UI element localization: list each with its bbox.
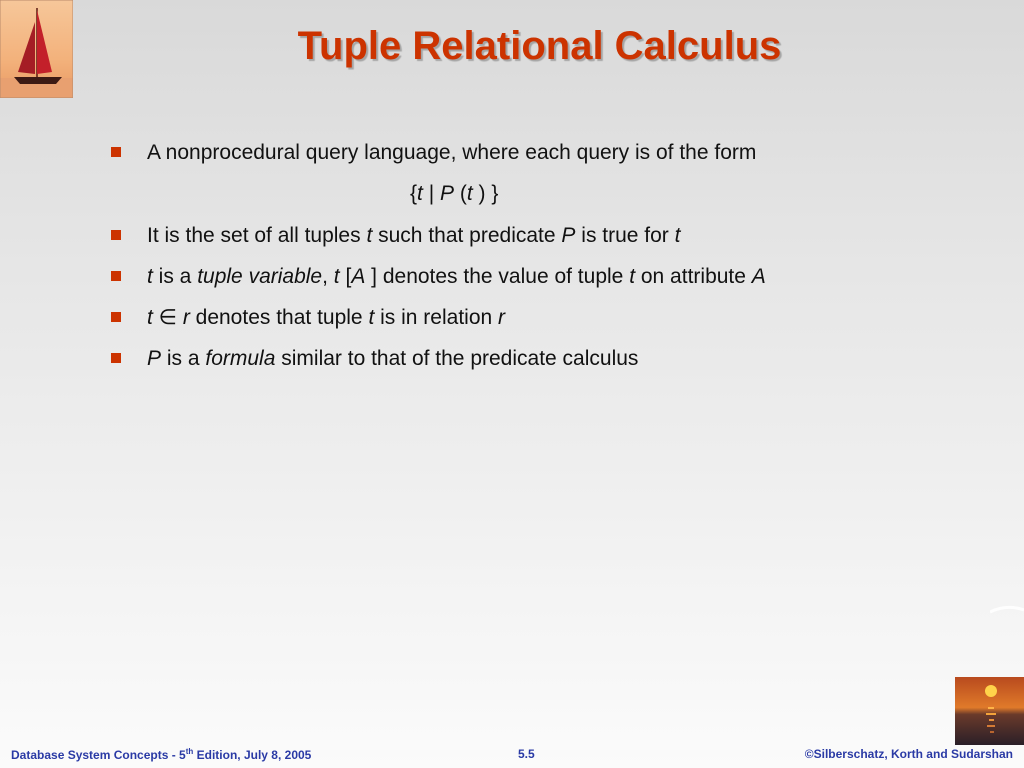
bullet-item: [110, 302, 990, 343]
footer-book-title-prefix: Database System Concepts - 5: [11, 748, 186, 762]
bullet-item: [110, 343, 990, 384]
footer-book-title-suffix: Edition, July 8, 2005: [193, 748, 312, 762]
bullet-square-icon: [111, 147, 121, 157]
bullet-text: t is a tuple variable, t [A ] denotes the value of tuple t on attribute A: [147, 265, 766, 288]
footer-copyright: ©Silberschatz, Korth and Sudarshan: [804, 747, 1013, 761]
footer-page-number: 5.5: [518, 747, 535, 761]
footer-book-title-sup: th: [185, 747, 194, 756]
bullet-square-icon: [111, 230, 121, 240]
bullet-square-icon: [111, 353, 121, 363]
bullet-square-icon: [111, 312, 121, 322]
bullet-text: A nonprocedural query language, where each query is of the form: [147, 141, 757, 164]
slide-title: Tuple Relational Calculus: [297, 24, 782, 68]
footer: [0, 747, 1024, 765]
bullet-item: [110, 137, 990, 178]
bullet-text: t ∈ r denotes that tuple t is in relation r: [147, 306, 506, 329]
decorative-swoosh: [990, 600, 1024, 620]
bullet-text: P is a formula similar to that of the predicate calculus: [147, 347, 639, 370]
bullet-item: [110, 261, 990, 302]
bullet-text: It is the set of all tuples t such that predicate P is true for t: [147, 224, 681, 247]
footer-book-title: [11, 747, 311, 762]
bullet-square-icon: [111, 271, 121, 281]
bullet-list: [110, 137, 990, 384]
set-builder-formula: {t | P (t ) }: [410, 182, 499, 205]
formula-line: [110, 178, 990, 220]
sunset-image: [955, 677, 1024, 745]
bullet-item: [110, 220, 990, 261]
